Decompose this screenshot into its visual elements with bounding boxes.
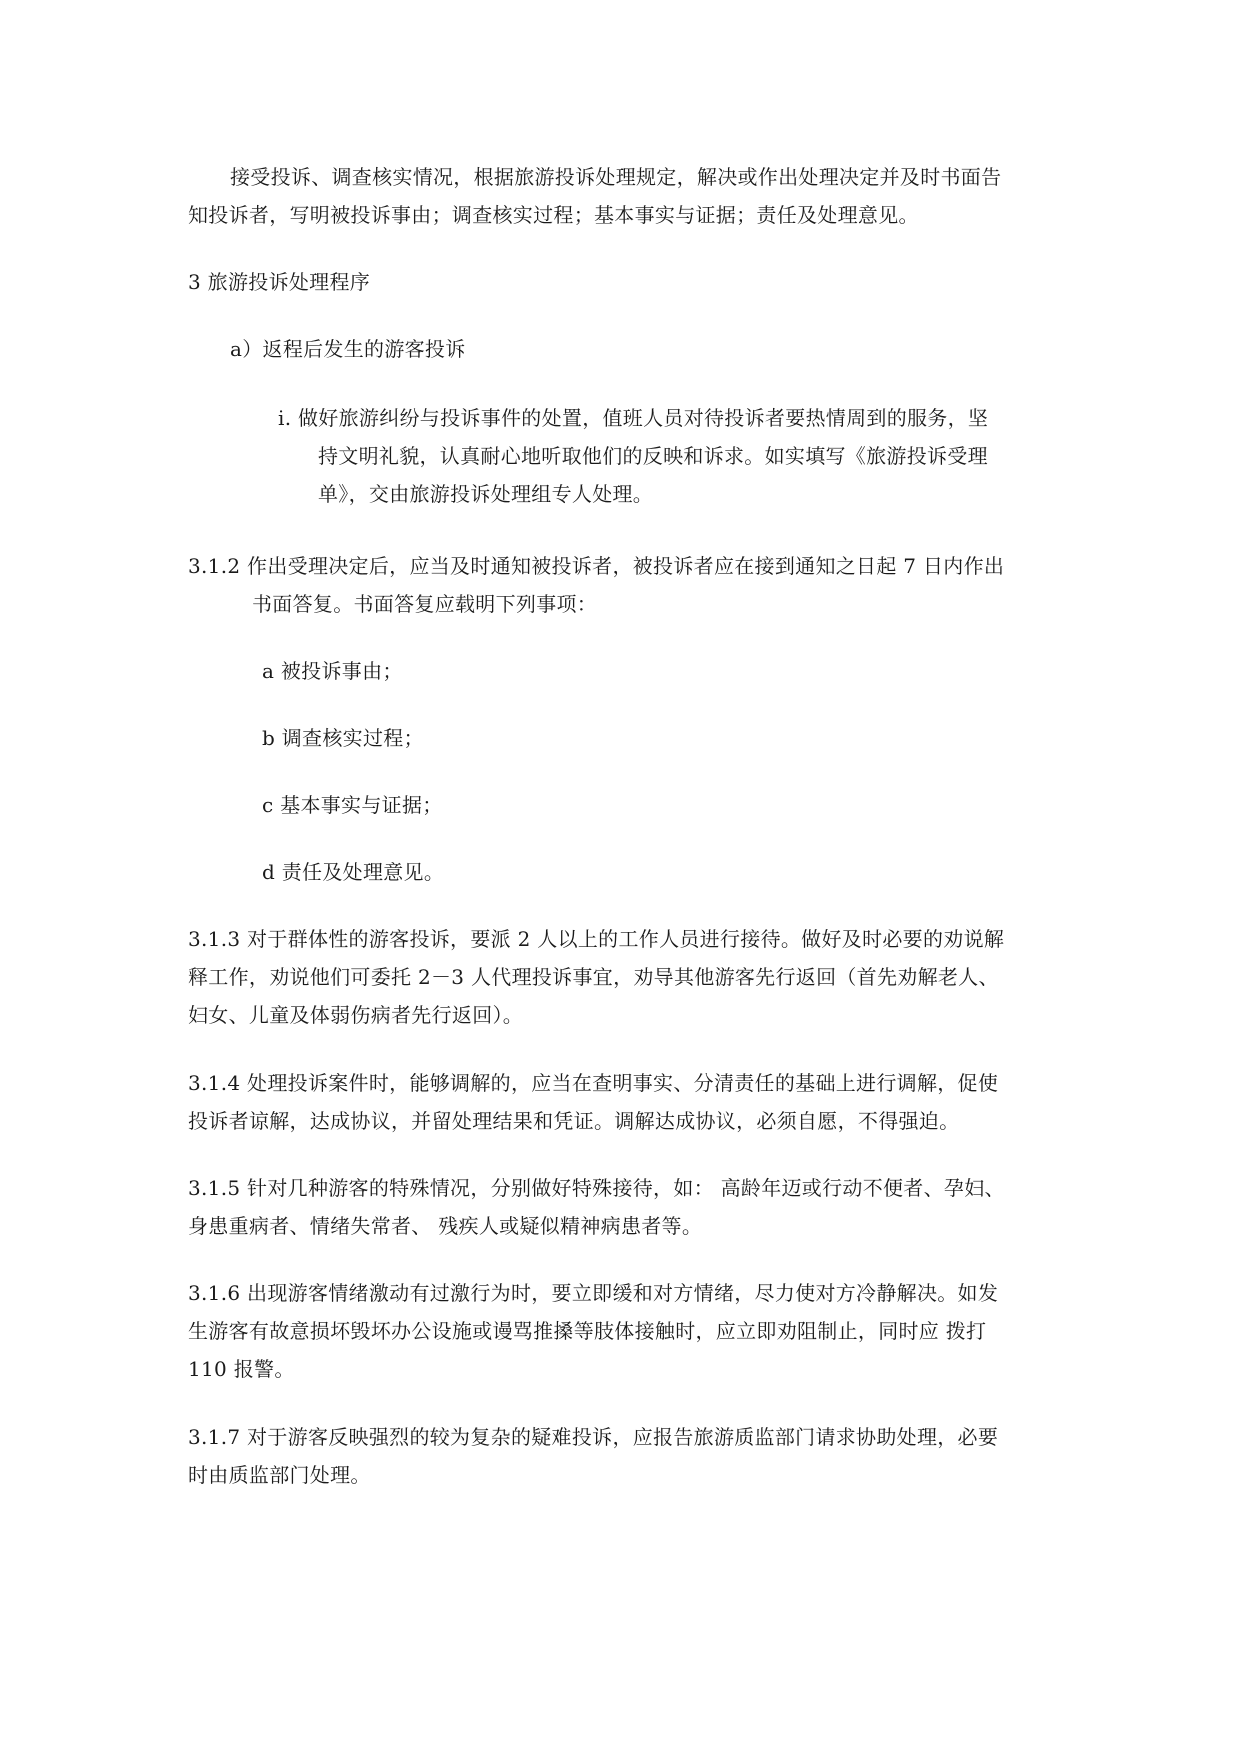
text-line: a）返程后发生的游客投诉	[230, 337, 466, 361]
clause-3-1-2	[188, 547, 1004, 623]
sub-item-d	[262, 853, 444, 891]
clause-3-1-5	[188, 1169, 1005, 1245]
sub-item-b	[262, 719, 424, 757]
sub-item-c	[262, 786, 443, 824]
text-line: 书面答复。书面答复应载明下列事项：	[252, 592, 598, 616]
text-line: 3.1.5 针对几种游客的特殊情况，分别做好特殊接待，如： 高龄年迈或行动不便者、孕妇、	[188, 1176, 1005, 1200]
text-line: 时由质监部门处理。	[188, 1463, 371, 1487]
text-line: 投诉者谅解，达成协议，并留处理结果和凭证。调解达成协议，必须自愿，不得强迫。	[188, 1109, 960, 1133]
clause-3-1-6	[188, 1274, 998, 1388]
text-line: 妇女、儿童及体弱伤病者先行返回）。	[188, 1003, 524, 1027]
text-line: 3 旅游投诉处理程序	[188, 270, 371, 294]
text-line: i. 做好旅游纠纷与投诉事件的处置，值班人员对待投诉者要热情周到的服务，坚	[278, 406, 989, 430]
clause-3-1-7	[188, 1418, 998, 1494]
text-line: 3.1.2 作出受理决定后，应当及时通知被投诉者，被投诉者应在接到通知之日起 7 日内作出	[188, 554, 1005, 578]
text-line: 3.1.4 处理投诉案件时，能够调解的，应当在查明事实、分清责任的基础上进行调解，促使	[188, 1071, 999, 1095]
text-line: b 调查核实过程；	[262, 726, 424, 750]
text-line: 身患重病者、情绪失常者、 残疾人或疑似精神病患者等。	[188, 1214, 703, 1238]
text-line: 单》，交由旅游投诉处理组专人处理。	[318, 482, 654, 506]
sub-item-a	[262, 652, 403, 690]
text-line: c 基本事实与证据；	[262, 793, 443, 817]
text-line: 接受投诉、调查核实情况，根据旅游投诉处理规定，解决或作出处理决定并及时书面告	[230, 165, 1002, 189]
text-line: 知投诉者，写明被投诉事由；调查核实过程；基本事实与证据；责任及处理意见。	[188, 203, 919, 227]
text-line: 110 报警。	[188, 1357, 295, 1381]
list-item-i	[278, 399, 988, 513]
text-line: 生游客有故意损坏毁坏办公设施或谩骂推搡等肢体接触时，应立即劝阻制止，同时应 拨打	[188, 1319, 987, 1343]
section-heading-3	[188, 263, 370, 301]
clause-3-1-3	[188, 920, 1004, 1034]
text-line: 持文明礼貌，认真耐心地听取他们的反映和诉求。如实填写《旅游投诉受理	[318, 444, 988, 468]
intro-paragraph	[188, 158, 1001, 234]
list-item-a	[230, 330, 466, 368]
clause-3-1-4	[188, 1064, 998, 1140]
text-line: a 被投诉事由；	[262, 659, 403, 683]
text-line: 3.1.6 出现游客情绪激动有过激行为时，要立即缓和对方情绪，尽力使对方冷静解决。如发	[188, 1281, 999, 1305]
text-line: 释工作，劝说他们可委托 2－3 人代理投诉事宜，劝导其他游客先行返回（首先劝解老人、	[188, 965, 999, 989]
text-line: 3.1.7 对于游客反映强烈的较为复杂的疑难投诉，应报告旅游质监部门请求协助处理，必要	[188, 1425, 999, 1449]
text-line: 3.1.3 对于群体性的游客投诉，要派 2 人以上的工作人员进行接待。做好及时必要的劝说解	[188, 927, 1005, 951]
text-line: d 责任及处理意见。	[262, 860, 445, 884]
